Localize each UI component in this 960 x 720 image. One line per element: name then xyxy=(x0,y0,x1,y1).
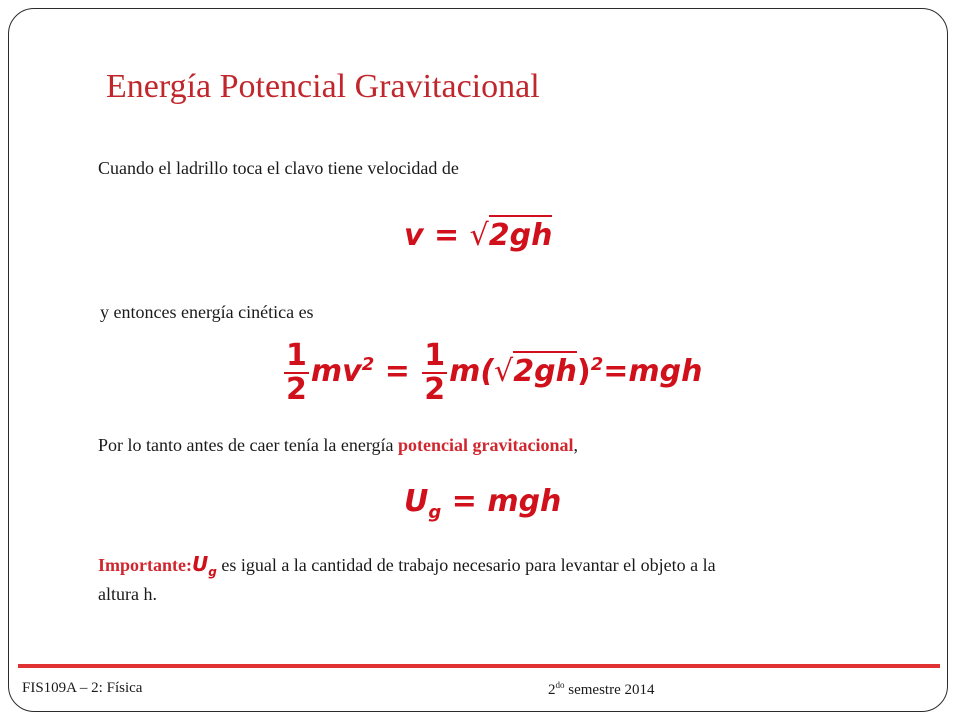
eq3-rhs: mgh xyxy=(487,484,562,519)
important-symbol-base: U xyxy=(191,552,209,576)
eq2-rhs: mgh xyxy=(628,354,703,389)
footer-course: FIS109A – 2: Física xyxy=(22,680,143,696)
footer-semester-num: 2 xyxy=(548,682,556,698)
eq2-term1-exponent: 2 xyxy=(361,354,375,375)
footer-semester xyxy=(548,680,654,699)
eq2-term2: m( xyxy=(449,354,495,389)
sqrt-symbol-2: √ xyxy=(494,354,514,389)
eq3-equals: = xyxy=(451,484,477,519)
fraction-one-half xyxy=(284,340,309,405)
potential-energy-equation xyxy=(404,484,561,523)
sqrt-symbol: √ xyxy=(469,218,489,253)
intro-text: Cuando el ladrillo toca el clavo tiene velocidad de xyxy=(98,158,459,178)
important-symbol-sub: g xyxy=(208,565,217,579)
eq1-equals: = xyxy=(434,218,460,253)
eq2-equals-2: = xyxy=(603,354,629,389)
footer-semester-rest: semestre 2014 xyxy=(564,682,655,698)
important-symbol xyxy=(191,552,217,579)
potential-highlight: potencial gravitacional xyxy=(398,435,574,455)
eq2-close-exponent: 2 xyxy=(590,354,604,375)
eq1-radicand: 2gh xyxy=(489,215,553,253)
important-label: Importante: xyxy=(98,555,192,575)
eq2-close-paren: ) xyxy=(576,354,591,389)
potential-prefix: Por lo tanto antes de caer tenía la energía xyxy=(98,435,399,455)
important-text-line2: altura h. xyxy=(98,584,157,604)
potential-suffix: , xyxy=(573,435,579,455)
velocity-equation xyxy=(404,218,552,253)
fraction-denominator: 2 xyxy=(286,371,307,407)
potential-sentence xyxy=(98,435,578,456)
important-text-line1: es igual a la cantidad de trabajo necesario para levantar el objeto a la xyxy=(216,555,716,575)
fraction-numerator: 1 xyxy=(286,338,307,373)
eq2-radicand: 2gh xyxy=(513,351,577,389)
kinetic-energy-equation xyxy=(282,340,702,405)
fraction-one-half-2 xyxy=(422,340,447,405)
footer-divider xyxy=(18,664,940,668)
eq2-equals: = xyxy=(384,354,410,389)
footer-semester-sup: do xyxy=(555,680,565,690)
fraction-numerator-2: 1 xyxy=(424,338,446,373)
eq2-term1: mv xyxy=(310,354,362,389)
eq1-lhs: v xyxy=(404,218,424,253)
important-note xyxy=(98,552,716,579)
eq3-base: U xyxy=(404,484,429,519)
slide-title: Energía Potencial Gravitacional xyxy=(106,68,540,105)
kinetic-intro-text: y entonces energía cinética es xyxy=(100,302,314,322)
eq3-subscript: g xyxy=(428,502,442,523)
fraction-denominator-2: 2 xyxy=(424,371,446,407)
